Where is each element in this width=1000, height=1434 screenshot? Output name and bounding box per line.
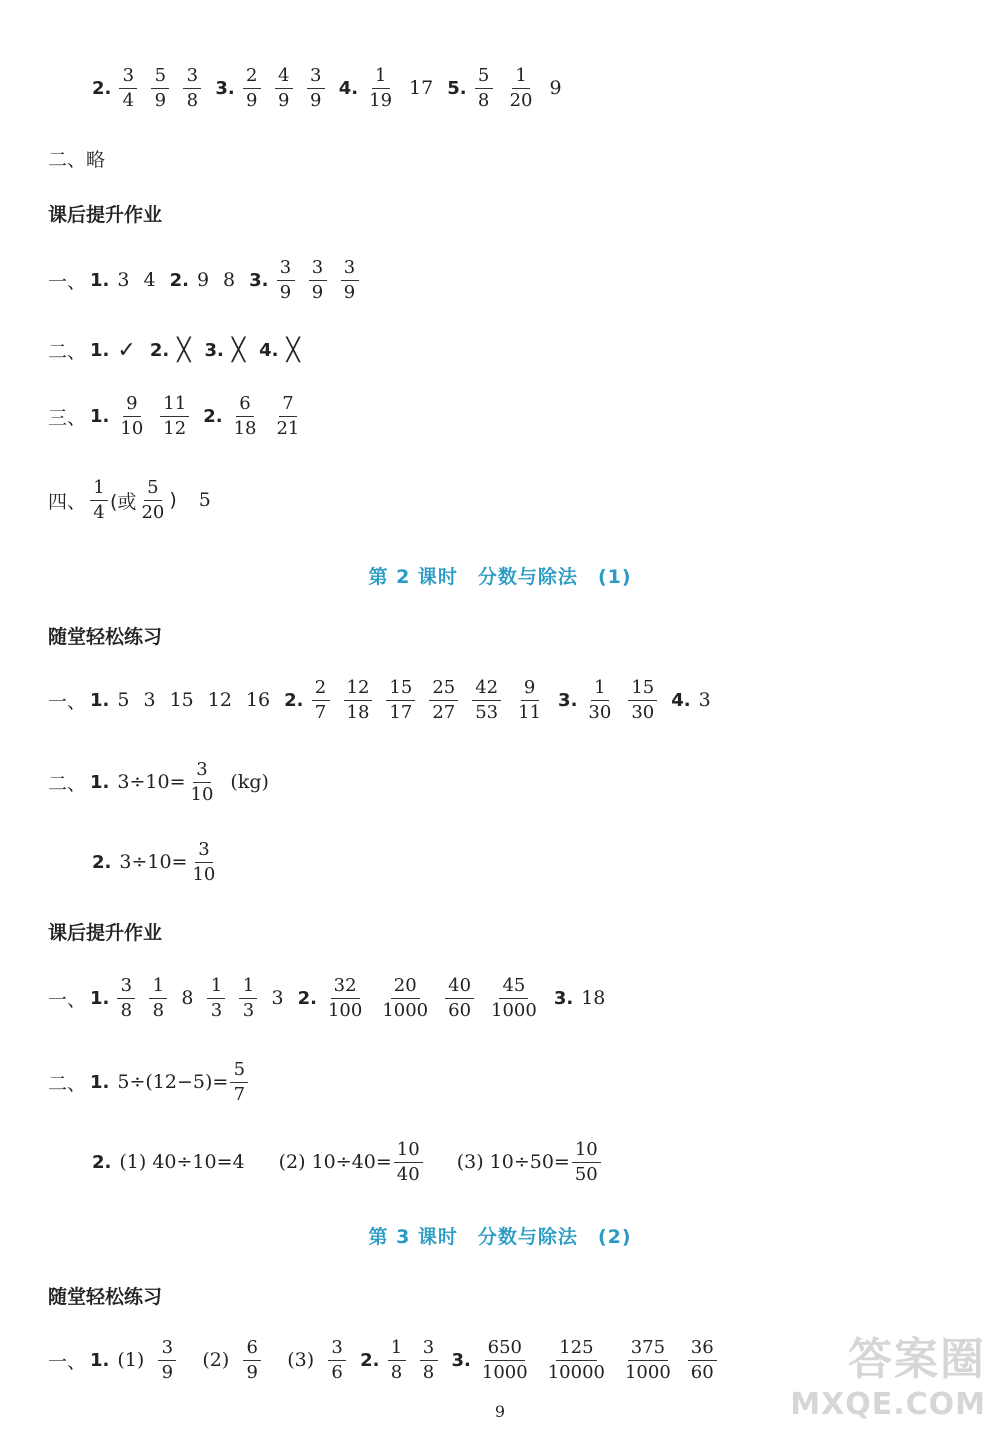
fraction: $\frac{3}{8}$ xyxy=(420,1339,438,1382)
fraction: $\frac{15}{30}$ xyxy=(628,679,657,722)
fraction: $\frac{2}{9}$ xyxy=(243,67,261,110)
section-marker: 二、 xyxy=(48,1072,87,1095)
equation: 3÷10= xyxy=(119,851,188,873)
item-number: 1. xyxy=(90,339,110,361)
section-heading: 随堂轻松练习 xyxy=(48,626,163,648)
answer-value: 18 xyxy=(581,987,606,1009)
fraction: $\frac{25}{27}$ xyxy=(429,679,458,722)
fraction: $\frac{9}{11}$ xyxy=(518,676,542,723)
item-number: 1. xyxy=(90,1349,110,1371)
item-number: 2. xyxy=(169,269,189,291)
fraction: $\frac{40}{60}$ xyxy=(445,977,474,1020)
lesson-title xyxy=(0,562,1000,589)
fraction: $\frac{36}{60}$ xyxy=(688,1339,717,1382)
section-marker: 四、 xyxy=(48,490,87,513)
fraction: $\frac{3}{9}$ xyxy=(158,1339,176,1382)
answer-value: 3 xyxy=(143,689,156,711)
answer-value: 3 xyxy=(117,269,130,291)
answer-value: 12 xyxy=(207,689,232,711)
section-heading: 课后提升作业 xyxy=(48,204,163,226)
item-number: 4. xyxy=(338,77,359,99)
item-number: 3. xyxy=(204,339,224,361)
section-marker: 一、 xyxy=(48,690,87,713)
page-number: 9 xyxy=(494,1402,506,1421)
fraction: $\frac{2}{7}$ xyxy=(312,679,330,722)
item-number: 3. xyxy=(558,689,578,711)
check-icon: ✓ xyxy=(117,337,136,363)
item-number: 1. xyxy=(90,987,110,1009)
item-number: 2. xyxy=(284,689,304,711)
fraction: $\frac{3}{9}$ xyxy=(341,259,359,302)
answer-line xyxy=(48,126,119,190)
section-heading: 随堂轻松练习 xyxy=(48,1286,163,1308)
answer-value: 17 xyxy=(409,77,434,99)
unit-label: (kg) xyxy=(230,771,269,793)
item-number: 4. xyxy=(259,339,279,361)
fraction: $\frac{5}{7}$ xyxy=(230,1061,248,1104)
lesson-title xyxy=(0,1222,1000,1249)
answer-line xyxy=(48,384,316,448)
cross-icon: ╳ xyxy=(231,337,246,363)
equation: (2) 10÷40= xyxy=(278,1151,392,1173)
item-number: 3. xyxy=(451,1349,471,1371)
item-number: 1. xyxy=(90,269,110,291)
lesson-topic: 分数与除法 xyxy=(477,1226,578,1248)
fraction: $\frac{1}{30}$ xyxy=(588,676,612,723)
answer-line xyxy=(48,750,283,814)
answer-line xyxy=(48,966,619,1030)
section-marker: 一、 xyxy=(48,988,87,1011)
fraction: $\frac{1}{3}$ xyxy=(239,977,257,1020)
section-marker: 一、 xyxy=(48,1350,87,1373)
fraction: $\frac{3}{9}$ xyxy=(309,259,327,302)
cross-icon: ╳ xyxy=(177,337,191,363)
equation: 3÷10= xyxy=(117,771,186,793)
answer-line xyxy=(48,318,314,382)
item-number: 2. xyxy=(149,339,170,361)
section-marker: 三、 xyxy=(48,406,87,429)
fraction: $\frac{3}{8}$ xyxy=(117,977,135,1020)
section-heading: 课后提升作业 xyxy=(48,922,163,944)
answer-text: ) xyxy=(169,489,177,511)
fraction: $\frac{42}{53}$ xyxy=(472,679,501,722)
fraction: $\frac{15}{17}$ xyxy=(386,679,415,722)
fraction: $\frac{5}{9}$ xyxy=(151,67,169,110)
fraction: $\frac{9}{10}$ xyxy=(120,392,144,439)
answer-value: 3 xyxy=(271,987,284,1009)
answer-value: 9 xyxy=(549,77,562,99)
fraction: $\frac{125}{10000}$ xyxy=(547,1336,605,1383)
cross-icon: ╳ xyxy=(286,337,300,363)
item-number: 3. xyxy=(215,77,235,99)
item-number: 2. xyxy=(92,851,112,873)
answer-value: 8 xyxy=(223,269,236,291)
fraction: $\frac{3}{10}$ xyxy=(192,838,216,885)
answer-value: 16 xyxy=(245,689,271,711)
fraction: $\frac{6}{9}$ xyxy=(243,1339,261,1382)
sub-item-label: (1) xyxy=(117,1349,145,1371)
equation: (1) 40÷10=4 xyxy=(119,1151,245,1173)
answer-line xyxy=(48,668,725,732)
fraction: $\frac{5}{20}$ xyxy=(141,476,165,523)
fraction: $\frac{3}{4}$ xyxy=(119,67,137,110)
fraction: $\frac{1}{8}$ xyxy=(388,1339,406,1382)
equation: 5÷(12−5)= xyxy=(117,1071,229,1093)
item-number: 3. xyxy=(553,987,574,1009)
fraction: $\frac{1}{4}$ xyxy=(90,479,108,522)
watermark-url: MXQE.COM xyxy=(790,1387,986,1422)
sub-item-label: (3) xyxy=(287,1349,315,1371)
fraction: $\frac{12}{18}$ xyxy=(344,679,373,722)
answer-value: 15 xyxy=(169,689,194,711)
fraction: $\frac{3}{9}$ xyxy=(277,259,295,302)
section-marker: 二、 xyxy=(48,340,87,363)
lesson-number: 第 2 课时 xyxy=(368,566,458,588)
answer-value: 5 xyxy=(198,489,211,511)
sub-item-label: (2) xyxy=(202,1349,230,1371)
answer-line xyxy=(48,248,373,312)
answer-line xyxy=(92,1130,615,1194)
fraction: $\frac{20}{1000}$ xyxy=(382,974,429,1021)
item-number: 2. xyxy=(297,987,317,1009)
item-number: 3. xyxy=(249,269,269,291)
item-number: 1. xyxy=(90,771,110,793)
fraction: $\frac{3}{10}$ xyxy=(190,758,214,805)
fraction: $\frac{6}{18}$ xyxy=(233,392,257,439)
item-number: 2. xyxy=(92,77,112,99)
item-number: 1. xyxy=(90,1071,110,1093)
lesson-number: 第 3 课时 xyxy=(368,1226,458,1248)
fraction: $\frac{1}{20}$ xyxy=(509,64,533,111)
answer-line xyxy=(48,1050,262,1114)
fraction: $\frac{32}{100}$ xyxy=(327,974,363,1021)
item-number: 2. xyxy=(360,1349,380,1371)
lesson-part: (1) xyxy=(597,566,632,588)
answer-value: 9 xyxy=(196,269,210,291)
fraction: $\frac{1}{19}$ xyxy=(369,64,393,111)
answer-line xyxy=(92,56,576,120)
item-number: 4. xyxy=(671,689,691,711)
item-number: 1. xyxy=(90,689,110,711)
fraction: $\frac{10}{50}$ xyxy=(572,1141,601,1184)
fraction: $\frac{3}{6}$ xyxy=(328,1339,346,1382)
watermark xyxy=(790,1323,986,1422)
item-number: 2. xyxy=(203,405,223,427)
item-number: 1. xyxy=(90,405,110,427)
equation: (3) 10÷50= xyxy=(456,1151,570,1173)
section-marker: 二、 xyxy=(48,772,87,795)
fraction: $\frac{1}{8}$ xyxy=(149,977,167,1020)
fraction: $\frac{45}{1000}$ xyxy=(491,974,537,1021)
answer-text: 二、略 xyxy=(48,148,106,171)
lesson-part: (2) xyxy=(597,1226,632,1248)
answer-value: 3 xyxy=(698,689,711,711)
fraction: $\frac{10}{40}$ xyxy=(394,1141,423,1184)
answer-line xyxy=(48,1328,731,1392)
item-number: 5. xyxy=(447,77,467,99)
fraction: $\frac{1}{3}$ xyxy=(207,977,225,1020)
lesson-topic: 分数与除法 xyxy=(477,566,578,588)
answer-text: (或 xyxy=(110,490,137,513)
section-marker: 一、 xyxy=(48,270,87,293)
answer-value: 5 xyxy=(117,689,130,711)
fraction: $\frac{375}{1000}$ xyxy=(624,1336,671,1383)
fraction: $\frac{3}{8}$ xyxy=(183,67,201,110)
fraction: $\frac{4}{9}$ xyxy=(275,67,293,110)
fraction: $\frac{5}{8}$ xyxy=(475,67,493,110)
answer-value: 4 xyxy=(143,269,156,291)
answer-value: 8 xyxy=(181,987,194,1009)
fraction: $\frac{7}{21}$ xyxy=(276,392,300,439)
answer-line xyxy=(48,468,225,532)
fraction: $\frac{11}{12}$ xyxy=(160,395,189,438)
fraction: $\frac{650}{1000}$ xyxy=(481,1336,528,1383)
item-number: 2. xyxy=(92,1151,112,1173)
watermark-title: 答案圈 xyxy=(848,1334,986,1385)
fraction: $\frac{3}{9}$ xyxy=(307,67,325,110)
answer-line xyxy=(92,830,232,894)
